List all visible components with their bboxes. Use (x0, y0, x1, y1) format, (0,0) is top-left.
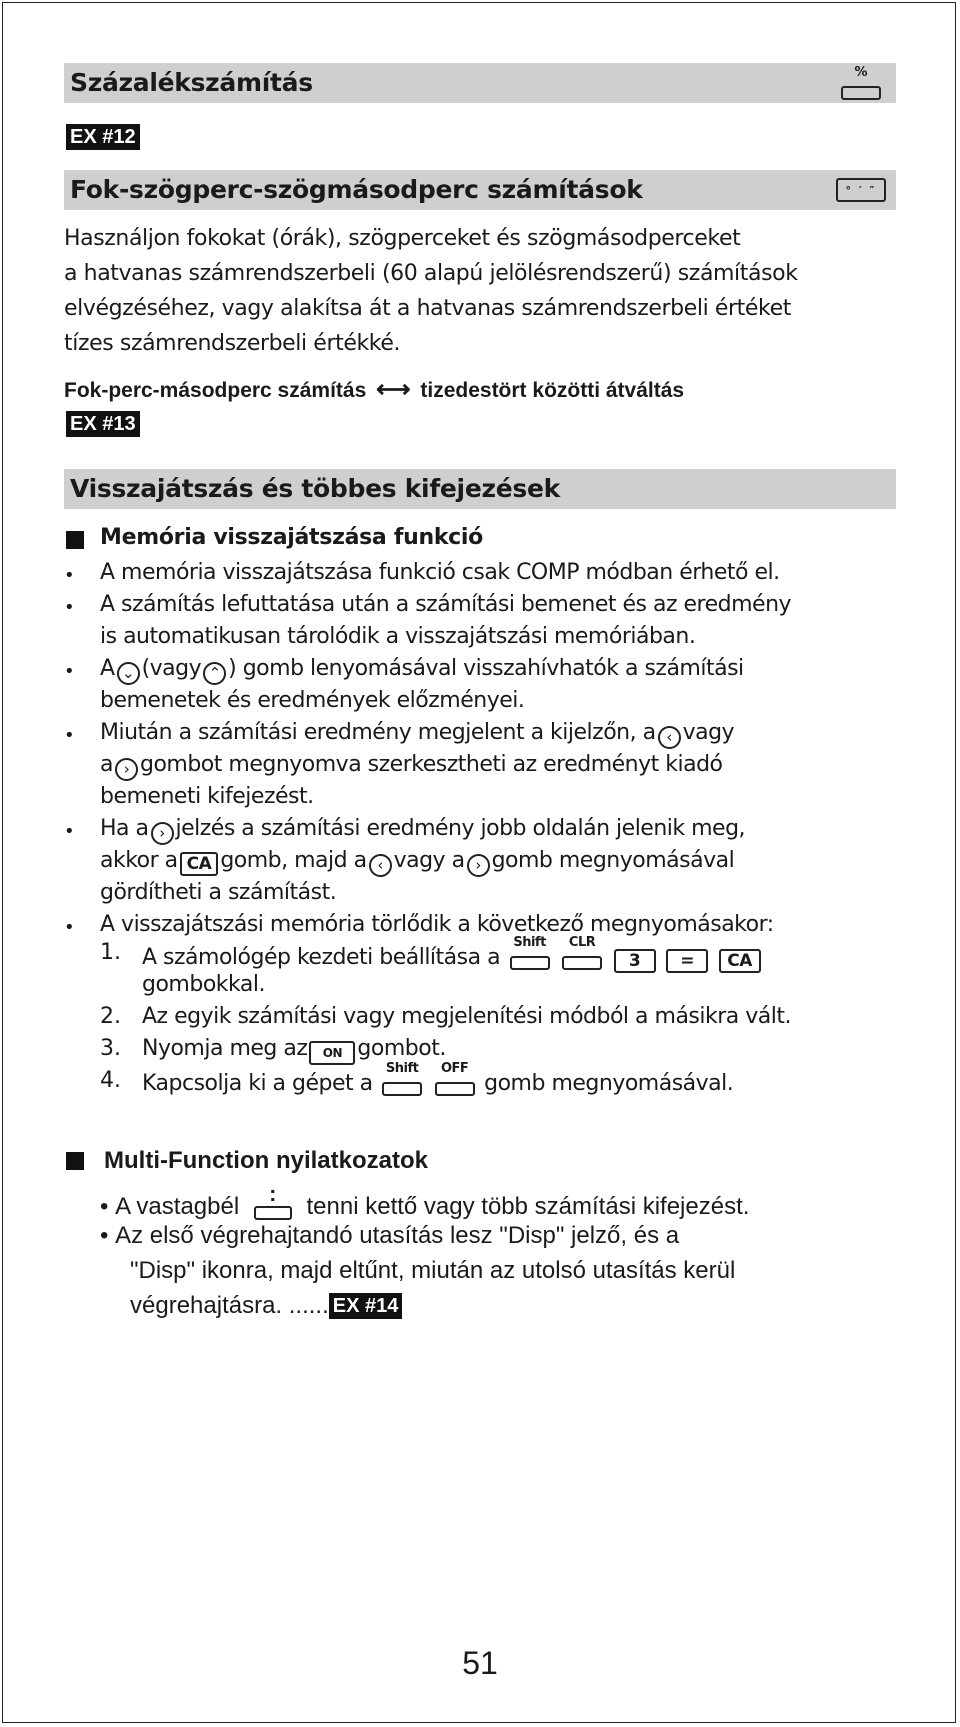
on-key-icon: ON (309, 1041, 355, 1065)
bullet-text: végrehajtásra. ...... EX #14 (130, 1292, 402, 1320)
bullet-text: gördítheti a számítást. (100, 880, 337, 905)
list-number: 3. (100, 1036, 121, 1061)
bullet-text: A ⌄ (vagy ⌃ ) gomb lenyomásával visszahívhatók a számítási (100, 656, 744, 685)
section-header-replay (64, 469, 896, 509)
equals-key-icon: = (666, 949, 708, 973)
bullet-text: A memória visszajátszása funkció csak COMP módban érhető el. (100, 560, 780, 585)
bullet: • (64, 661, 75, 682)
bullet: • (64, 821, 75, 842)
bullet-text: Ha a › jelzés a számítási eredmény jobb oldalán jelenik meg, (100, 816, 745, 845)
bullet-text: a › gombot megnyomva szerkesztheti az eredményt kiadó (100, 752, 723, 781)
section-header-dms (64, 170, 896, 210)
square-bullet-icon (66, 1152, 84, 1170)
list-item-text: A számológép kezdeti beállítása a Shift CLR 3 = CA (142, 936, 763, 973)
section-header-percent (64, 63, 896, 103)
down-arrow-key-icon: ⌄ (117, 662, 140, 685)
example-ref-14: EX #14 (329, 1293, 403, 1319)
section-title: Visszajátszás és többes kifejezések (70, 474, 560, 503)
right-arrow-key-icon: › (115, 758, 138, 781)
bullet-text: Miután a számítási eredmény megjelent a kijelzőn, a ‹ vagy (100, 720, 734, 749)
memory-replay-heading: Memória visszajátszása funkció (100, 525, 483, 550)
bullet: • (64, 917, 75, 938)
dms-key-icon: ° ′ ″ (836, 178, 886, 202)
bullet: • (64, 597, 75, 618)
paragraph-line: Használjon fokokat (órák), szögperceket és szögmásodperceket (64, 226, 741, 251)
bullet-text: bemeneti kifejezést. (100, 784, 314, 809)
paragraph-line: tízes számrendszerbeli értékké. (64, 331, 401, 356)
shift-key-icon: Shift (510, 936, 550, 970)
three-key-icon: 3 (614, 949, 656, 973)
list-item-text: Nyomja meg az ON gombot. (142, 1036, 446, 1065)
bullet-text: akkor a CA gomb, majd a ‹ vagy a › gomb megnyomásával (100, 848, 734, 877)
percent-key-icon: % (841, 66, 881, 100)
off-key-icon: OFF (435, 1062, 475, 1096)
bullet: • (64, 565, 75, 586)
bullet-text: bemenetek és eredmények előzményei. (100, 688, 525, 713)
section-title: Százalékszámítás (70, 68, 313, 97)
colon-key-icon: : (254, 1186, 292, 1220)
list-number: 2. (100, 1004, 121, 1029)
multi-function-heading: Multi-Function nyilatkozatok (104, 1147, 428, 1174)
paragraph-line: elvégzéséhez, vagy alakítsa át a hatvanas számrendszerbeli értéket (64, 296, 791, 321)
list-item-text: Kapcsolja ki a gépet a Shift OFF gomb megnyomásával. (142, 1061, 734, 1096)
example-ref-12: EX #12 (66, 124, 140, 150)
bullet: • (64, 725, 75, 746)
ca-key-icon: CA (719, 949, 761, 973)
page-number: 51 (462, 1645, 498, 1681)
clr-key-icon: CLR (562, 936, 602, 970)
right-arrow-key-icon: › (467, 854, 490, 877)
list-item-text: gombokkal. (142, 972, 265, 997)
example-ref-13: EX #13 (66, 411, 140, 437)
list-number: 1. (100, 940, 121, 965)
bullet-text: A számítás lefuttatása után a számítási bemenet és az eredmény (100, 592, 792, 617)
conversion-heading: Fok-perc-másodperc számítás ⟷ tizedestört közötti átváltás (64, 376, 685, 403)
up-arrow-key-icon: ⌃ (203, 662, 226, 685)
shift-key-icon: Shift (382, 1062, 422, 1096)
bullet-text: is automatikusan tárolódik a visszajátszási memóriában. (100, 624, 696, 649)
double-arrow-icon: ⟷ (376, 376, 411, 403)
ca-key-icon: CA (180, 852, 219, 876)
right-arrow-indicator-icon: › (151, 822, 174, 845)
paragraph-line: a hatvanas számrendszerbeli (60 alapú jelölésrendszerű) számítások (64, 261, 798, 286)
list-number: 4. (100, 1068, 121, 1093)
bullet-text: • A vastagbél : tenni kettő vagy több számítási kifejezést. (100, 1181, 750, 1220)
left-arrow-key-icon: ‹ (369, 854, 392, 877)
left-arrow-key-icon: ‹ (658, 726, 681, 749)
list-item-text: Az egyik számítási vagy megjelenítési módból a másikra vált. (142, 1004, 791, 1029)
bullet-text: "Disp" ikonra, majd eltűnt, miután az utolsó utasítás kerül (130, 1257, 736, 1284)
section-title: Fok-szögperc-szögmásodperc számítások (70, 175, 643, 204)
bullet-text: • Az első végrehajtandó utasítás lesz "Disp" jelző, és a (100, 1222, 680, 1249)
bullet-text: A visszajátszási memória törlődik a következő megnyomásakor: (100, 912, 774, 937)
square-bullet-icon (66, 531, 84, 549)
